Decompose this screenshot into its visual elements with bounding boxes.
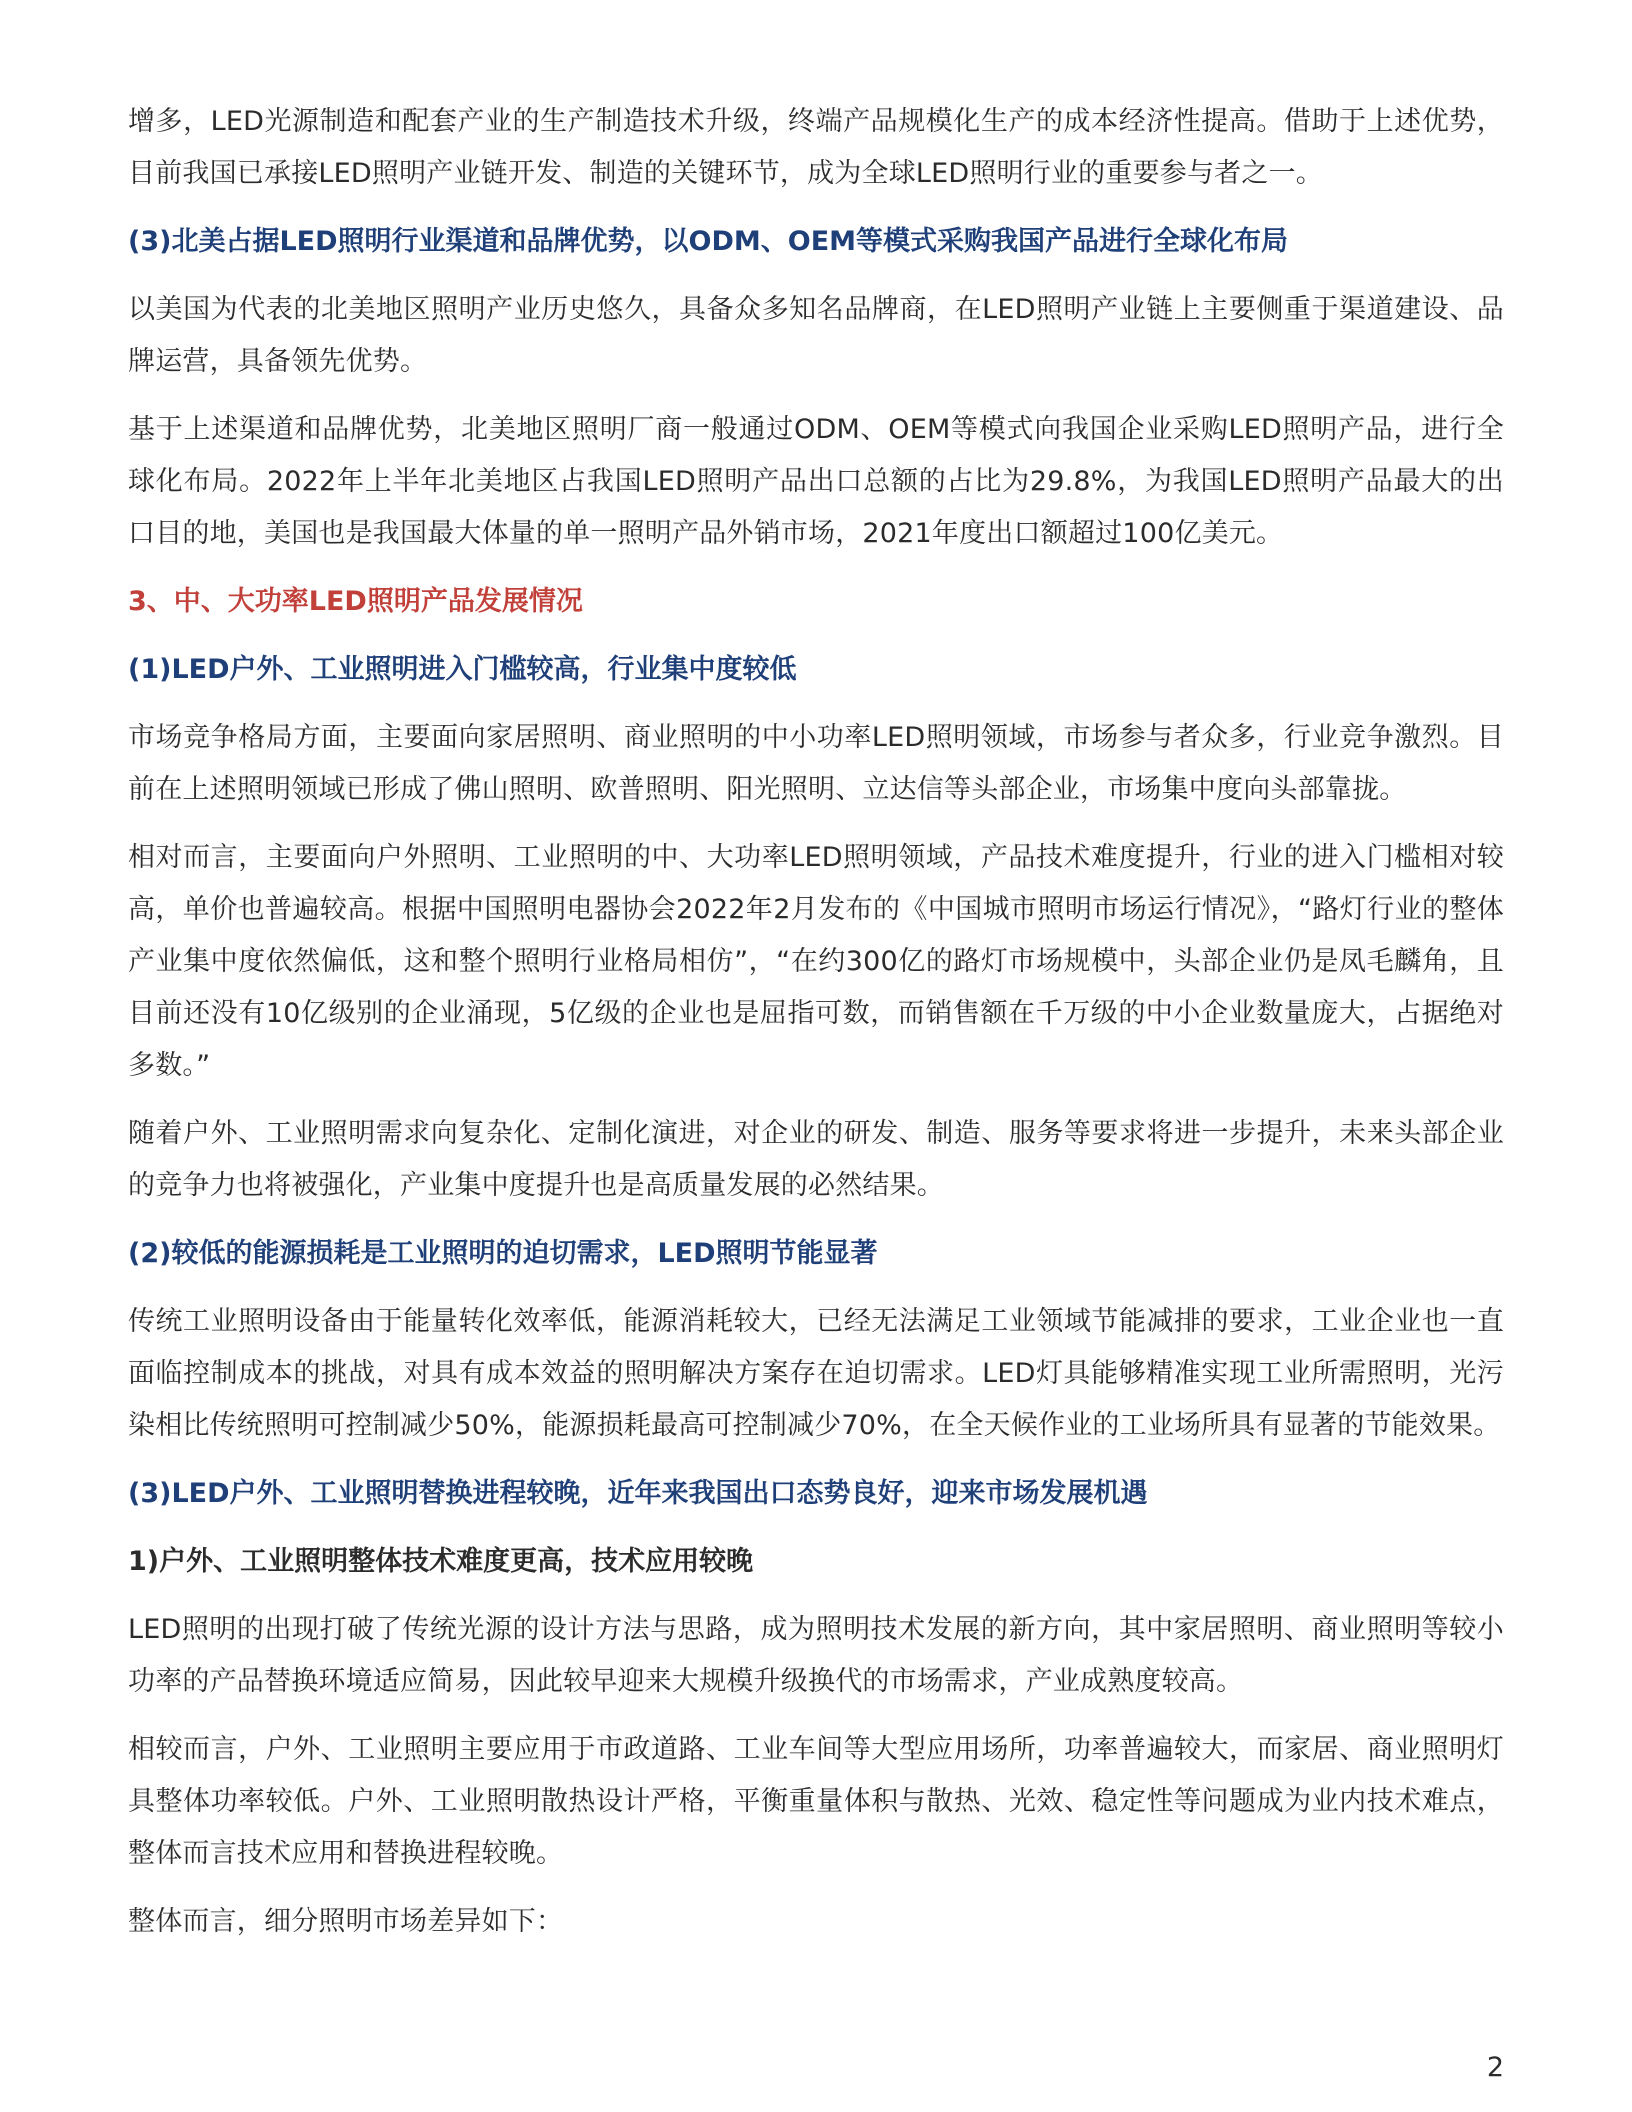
paragraph-outdoor-industrial-market: 相对而言，主要面向户外照明、工业照明的中、大功率LED照明领域，产品技术难度提升，行业的进入门槛相对较高，单价也普遍较高。根据中国照明电器协会2022年2月发布的《中国城市照明市场运行情况》，“路灯行业的整体产业集中度依然偏低，这和整个照明行业格局相仿”，“在约300亿的路灯市场规模中，头部企业仍是凤毛麟角，且目前还没有10亿级别的企业涌现，5亿级的企业也是屈指可数，而销售额在千万级的中小企业数量庞大，占据绝对多数。” xyxy=(128,842,1504,1081)
section-heading-medium-high-power: 3、中、大功率LED照明产品发展情况 xyxy=(128,586,583,617)
subheading-technical-difficulty: 1)户外、工业照明整体技术难度更高，技术应用较晚 xyxy=(128,1546,754,1577)
heading-north-america: (3)北美占据LED照明行业渠道和品牌优势，以ODM、OEM等模式采购我国产品进行全球化布局 xyxy=(128,226,1289,257)
paragraph-market-differences-intro: 整体而言，细分照明市场差异如下： xyxy=(128,1906,564,1937)
paragraph-north-america-history: 以美国为代表的北美地区照明产业历史悠久，具备众多知名品牌商，在LED照明产业链上主要侧重于渠道建设、品牌运营，具备领先优势。 xyxy=(128,294,1504,377)
paragraph-north-america-procurement: 基于上述渠道和品牌优势，北美地区照明厂商一般通过ODM、OEM等模式向我国企业采购LED照明产品，进行全球化布局。2022年上半年北美地区占我国LED照明产品出口总额的占比为29.8%，为我国LED照明产品最大的出口目的地，美国也是我国最大体量的单一照明产品外销市场，2021年度出口额超过100亿美元。 xyxy=(128,414,1504,549)
paragraph-competition-landscape: 市场竞争格局方面，主要面向家居照明、商业照明的中小功率LED照明领域，市场参与者众多，行业竞争激烈。目前在上述照明领域已形成了佛山照明、欧普照明、阳光照明、立达信等头部企业，市场集中度向头部靠拢。 xyxy=(128,722,1504,805)
page-number: 2 xyxy=(1486,2052,1504,2083)
paragraph-concentration-trend: 随着户外、工业照明需求向复杂化、定制化演进，对企业的研发、制造、服务等要求将进一步提升，未来头部企业的竞争力也将被强化，产业集中度提升也是高质量发展的必然结果。 xyxy=(128,1118,1504,1201)
document-page xyxy=(128,96,1504,1964)
heading-replacement-progress: (3)LED户外、工业照明替换进程较晚，近年来我国出口态势良好，迎来市场发展机遇 xyxy=(128,1478,1148,1509)
heading-entry-barrier: (1)LED户外、工业照明进入门槛较高，行业集中度较低 xyxy=(128,654,797,685)
heading-energy-saving: (2)较低的能源损耗是工业照明的迫切需求，LED照明节能显著 xyxy=(128,1238,878,1269)
paragraph-outdoor-industrial-comparison: 相较而言，户外、工业照明主要应用于市政道路、工业车间等大型应用场所，功率普遍较大，而家居、商业照明灯具整体功率较低。户外、工业照明散热设计严格，平衡重量体积与散热、光效、稳定性等问题成为业内技术难点，整体而言技术应用和替换进程较晚。 xyxy=(128,1734,1504,1869)
paragraph-led-advantage: 增多，LED光源制造和配套产业的生产制造技术升级，终端产品规模化生产的成本经济性提高。借助于上述优势，目前我国已承接LED照明产业链开发、制造的关键环节，成为全球LED照明行业的重要参与者之一。 xyxy=(128,106,1504,189)
paragraph-led-new-direction: LED照明的出现打破了传统光源的设计方法与思路，成为照明技术发展的新方向，其中家居照明、商业照明等较小功率的产品替换环境适应简易，因此较早迎来大规模升级换代的市场需求，产业成熟度较高。 xyxy=(128,1614,1504,1697)
paragraph-industrial-energy: 传统工业照明设备由于能量转化效率低，能源消耗较大，已经无法满足工业领域节能减排的要求，工业企业也一直面临控制成本的挑战，对具有成本效益的照明解决方案存在迫切需求。LED灯具能够精准实现工业所需照明，光污染相比传统照明可控制减少50%，能源损耗最高可控制减少70%，在全天候作业的工业场所具有显著的节能效果。 xyxy=(128,1306,1504,1441)
